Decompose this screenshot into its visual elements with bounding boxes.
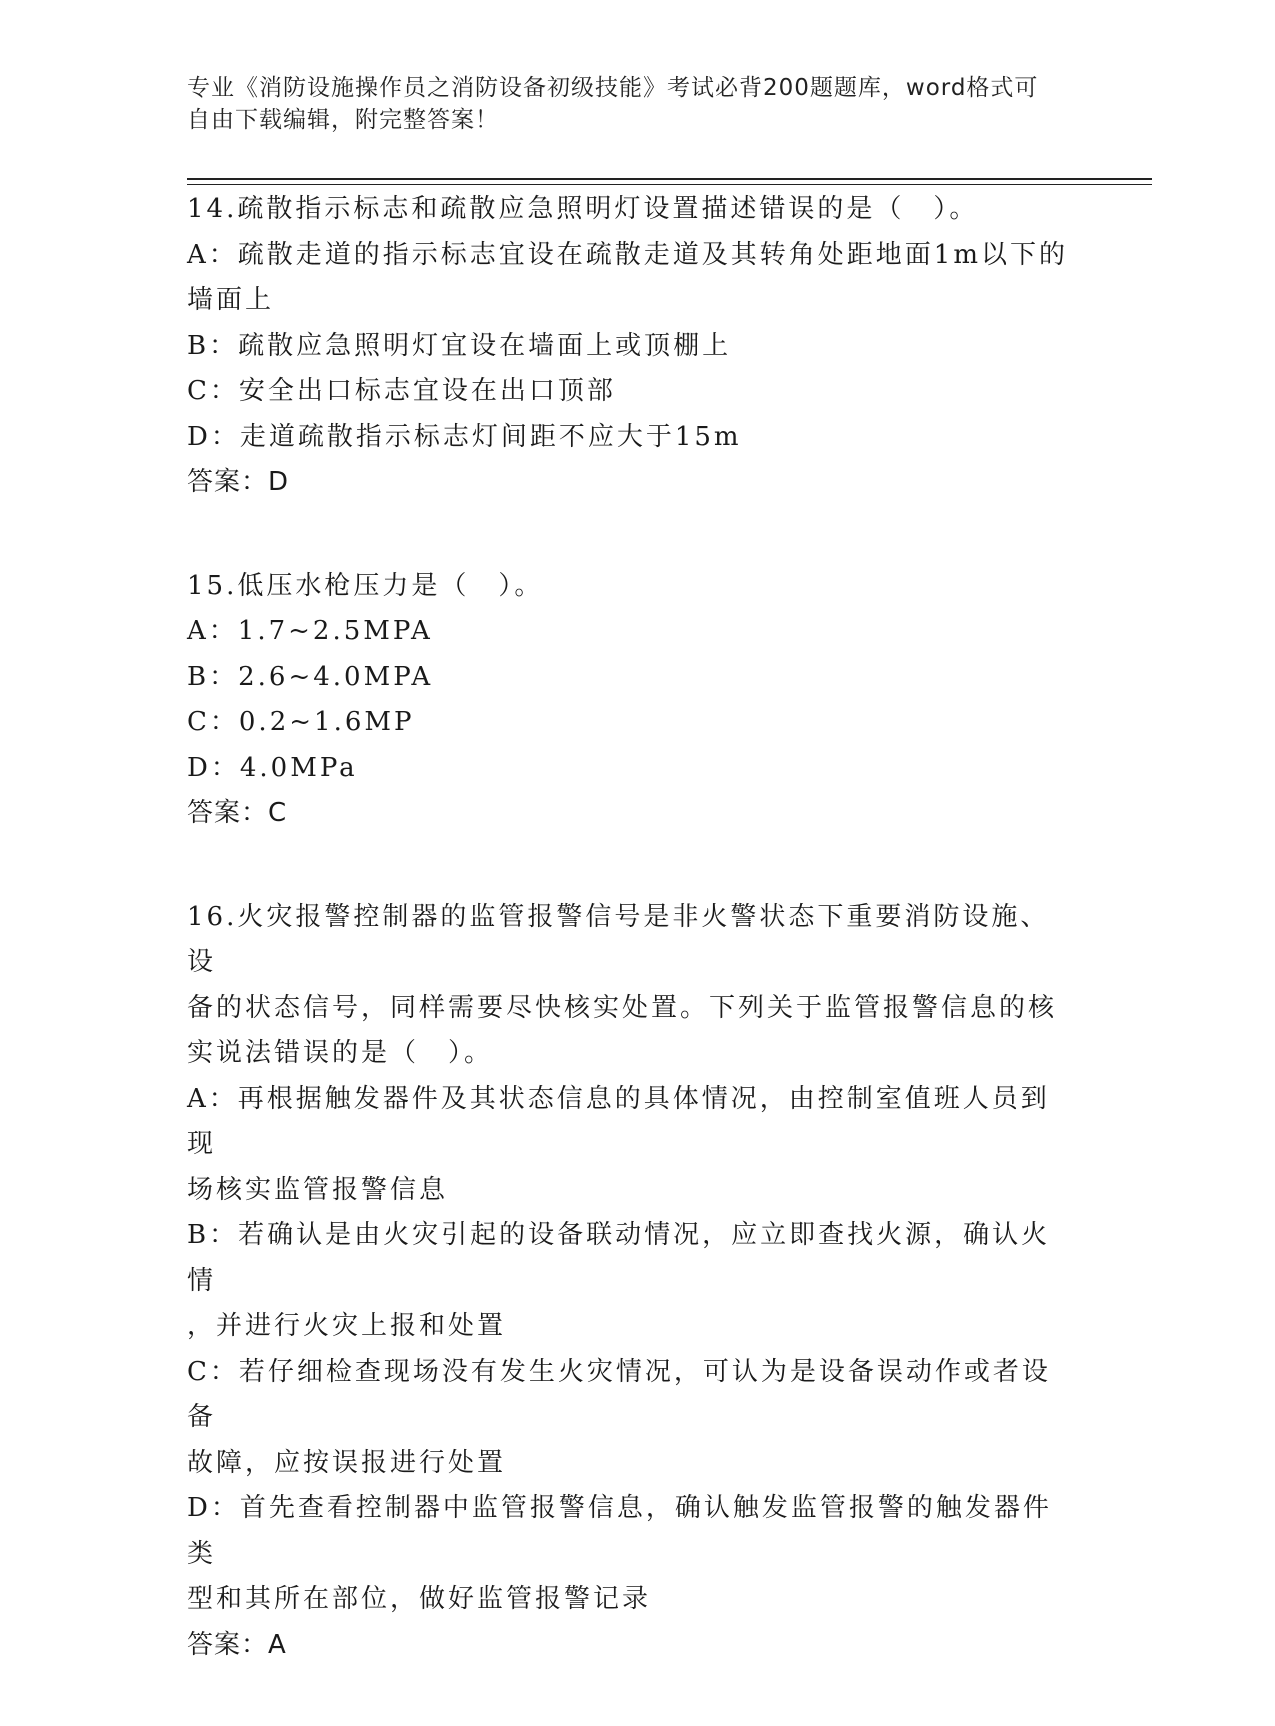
question-14-option-b: B：疏散应急照明灯宜设在墙面上或顶棚上	[187, 330, 732, 361]
question-14-option-c: C：安全出口标志宜设在出口顶部	[187, 376, 616, 406]
header-line-2: 自由下载编辑，附完整答案！	[187, 107, 499, 133]
option-c-line-1: C：若仔细检查现场没有发生火灾情况，可认为是设备误动作或者设备	[187, 1356, 1051, 1432]
question-15-answer: 答案：C	[187, 798, 288, 828]
question-14	[187, 187, 1077, 506]
stem-line-3: 实说法错误的是（ ）。	[187, 1038, 494, 1068]
stem-line-2: 备的状态信号，同样需要尽快核实处置。下列关于监管报警信息的核	[187, 992, 1058, 1023]
question-14-answer: 答案：D	[187, 467, 290, 497]
question-16	[187, 895, 1077, 1669]
header-divider-thick	[187, 178, 1152, 180]
question-14-stem: 14.疏散指示标志和疏散应急照明灯设置描述错误的是（ ）。	[187, 194, 979, 224]
question-16-option-c	[187, 1350, 1077, 1487]
question-15-option-c: C：0.2~1.6MP	[187, 707, 415, 737]
question-15-stem: 15.低压水枪压力是（ ）。	[187, 570, 544, 601]
option-c-line-2: 故障，应按误报进行处置	[187, 1447, 507, 1478]
header-line-1: 专业《消防设施操作员之消防设备初级技能》考试必背200题题库，word格式可	[187, 75, 1039, 101]
question-16-option-d	[187, 1486, 1077, 1623]
question-16-answer: 答案：A	[187, 1629, 287, 1660]
question-14-option-a	[187, 233, 1077, 324]
question-16-stem	[187, 895, 1077, 1077]
question-15-option-b: B：2.6~4.0MPA	[187, 661, 434, 692]
question-14-option-d: D：走道疏散指示标志灯间距不应大于15m	[187, 421, 742, 452]
option-b-line-1: B：若确认是由火灾引起的设备联动情况，应立即查找火源，确认火情	[187, 1220, 1051, 1296]
option-d-line-1: D：首先查看控制器中监管报警信息，确认触发监管报警的触发器件类	[187, 1493, 1052, 1569]
question-15-option-a: A：1.7~2.5MPA	[187, 616, 433, 646]
option-a-line-1: A：疏散走道的指示标志宜设在疏散走道及其转角处距地面1m以下的	[187, 239, 1068, 270]
question-15-option-d: D：4.0MPa	[187, 752, 358, 783]
question-16-option-b	[187, 1213, 1077, 1350]
header-divider-thin	[187, 184, 1152, 185]
option-d-line-2: 型和其所在部位，做好监管报警记录	[187, 1584, 652, 1614]
option-b-line-2: ，并进行火灾上报和处置	[187, 1311, 507, 1341]
option-a-line-2: 场核实监管报警信息	[187, 1174, 449, 1205]
question-list	[187, 187, 1077, 1726]
option-a-line-2: 墙面上	[187, 285, 275, 315]
stem-line-1: 16.火灾报警控制器的监管报警信号是非火警状态下重要消防设施、设	[187, 901, 1050, 977]
option-a-line-1: A：再根据触发器件及其状态信息的具体情况，由控制室值班人员到现	[187, 1083, 1050, 1159]
document-header	[187, 72, 1067, 136]
question-15	[187, 564, 1077, 837]
question-16-option-a	[187, 1077, 1077, 1214]
